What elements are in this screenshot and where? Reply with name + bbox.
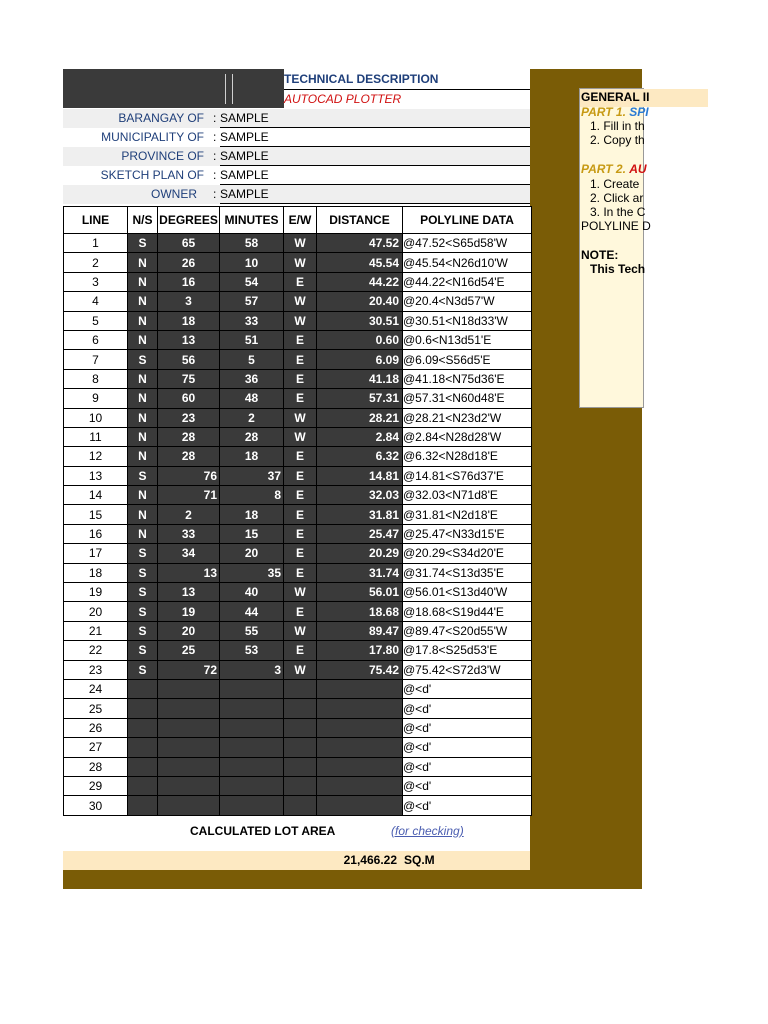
info-colon: : <box>213 130 217 144</box>
ns-cell[interactable]: S <box>128 641 158 660</box>
table-row <box>64 757 532 776</box>
ns-cell[interactable] <box>128 776 158 795</box>
polyline-cell: @17.8<S25d53'E <box>403 641 532 660</box>
ns-cell[interactable]: N <box>128 408 158 427</box>
instructions-panel <box>579 88 651 408</box>
degrees-cell[interactable]: 28 <box>158 427 220 446</box>
distance-cell[interactable]: 56.01 <box>317 583 403 602</box>
distance-cell[interactable]: 18.68 <box>317 602 403 621</box>
col-header-ew: E/W <box>284 207 317 234</box>
minutes-cell[interactable] <box>220 776 284 795</box>
degrees-cell[interactable] <box>158 679 220 698</box>
ns-cell[interactable]: N <box>128 330 158 349</box>
minutes-cell[interactable] <box>220 679 284 698</box>
lot-area-value: 21,466.22 <box>343 853 397 867</box>
ns-cell[interactable] <box>128 699 158 718</box>
line-cell: 24 <box>64 679 128 698</box>
info-colon: : <box>213 111 217 125</box>
table-row <box>64 234 532 253</box>
ew-cell[interactable]: E <box>284 350 317 369</box>
degrees-cell[interactable]: 13 <box>158 583 220 602</box>
minutes-cell[interactable] <box>220 796 284 815</box>
col-header-degrees: DEGREES <box>158 207 220 234</box>
ns-cell[interactable]: S <box>128 234 158 253</box>
ew-cell[interactable] <box>284 796 317 815</box>
line-cell: 19 <box>64 583 128 602</box>
degrees-cell[interactable]: 2 <box>158 505 220 524</box>
minutes-cell[interactable]: 57 <box>220 292 284 311</box>
distance-cell[interactable]: 57.31 <box>317 389 403 408</box>
distance-cell[interactable] <box>317 776 403 795</box>
col-header-polyline: POLYLINE DATA <box>403 207 532 234</box>
line-cell: 7 <box>64 350 128 369</box>
ew-cell[interactable]: W <box>284 427 317 446</box>
calc-label: CALCULATED LOT AREA <box>190 824 336 838</box>
area-row <box>63 851 530 870</box>
ew-cell[interactable]: E <box>284 524 317 543</box>
polyline-cell: @45.54<N26d10'W <box>403 253 532 272</box>
degrees-cell[interactable]: 71 <box>158 486 220 505</box>
col-header-minutes: MINUTES <box>220 207 284 234</box>
minutes-cell[interactable]: 58 <box>220 234 284 253</box>
table-row <box>64 796 532 815</box>
ns-cell[interactable]: S <box>128 466 158 485</box>
line-cell: 10 <box>64 408 128 427</box>
line-cell: 18 <box>64 563 128 582</box>
minutes-cell[interactable]: 10 <box>220 253 284 272</box>
sketch-plan-value[interactable]: SAMPLE <box>220 166 530 185</box>
polyline-cell: @32.03<N71d8'E <box>403 486 532 505</box>
info-row-owner <box>63 185 530 204</box>
line-cell: 12 <box>64 447 128 466</box>
minutes-cell[interactable]: 36 <box>220 369 284 388</box>
minutes-cell[interactable]: 33 <box>220 311 284 330</box>
ew-cell[interactable]: W <box>284 583 317 602</box>
info-label: OWNER <box>151 187 197 201</box>
minutes-cell[interactable]: 28 <box>220 427 284 446</box>
table-row <box>64 524 532 543</box>
panel-note-label: NOTE: <box>581 248 619 262</box>
line-cell: 1 <box>64 234 128 253</box>
distance-cell[interactable]: 20.29 <box>317 544 403 563</box>
ns-cell[interactable]: S <box>128 583 158 602</box>
distance-cell[interactable]: 17.80 <box>317 641 403 660</box>
province-value[interactable]: SAMPLE <box>220 147 530 166</box>
minutes-cell[interactable] <box>220 699 284 718</box>
minutes-cell[interactable]: 35 <box>220 563 284 582</box>
line-cell: 30 <box>64 796 128 815</box>
ew-cell[interactable]: W <box>284 234 317 253</box>
minutes-cell[interactable]: 8 <box>220 486 284 505</box>
municipality-value[interactable]: SAMPLE <box>220 128 530 147</box>
degrees-cell[interactable] <box>158 776 220 795</box>
info-colon: : <box>213 187 217 201</box>
degrees-cell[interactable]: 3 <box>158 292 220 311</box>
ew-cell[interactable] <box>284 738 317 757</box>
distance-cell[interactable] <box>317 796 403 815</box>
polyline-cell: @75.42<S72d3'W <box>403 660 532 679</box>
panel-step: 1. Create <box>590 177 640 191</box>
ew-cell[interactable]: W <box>284 660 317 679</box>
ns-cell[interactable]: N <box>128 311 158 330</box>
line-cell: 14 <box>64 486 128 505</box>
ns-cell[interactable]: N <box>128 427 158 446</box>
ns-cell[interactable]: S <box>128 544 158 563</box>
ew-cell[interactable] <box>284 757 317 776</box>
panel-part2 <box>581 162 647 176</box>
polyline-cell: @31.81<N2d18'E <box>403 505 532 524</box>
line-cell: 28 <box>64 757 128 776</box>
line-cell: 3 <box>64 272 128 291</box>
panel-part1 <box>581 105 649 119</box>
degrees-cell[interactable]: 33 <box>158 524 220 543</box>
distance-cell[interactable]: 6.09 <box>317 350 403 369</box>
ew-cell[interactable]: E <box>284 505 317 524</box>
minutes-cell[interactable] <box>220 757 284 776</box>
minutes-cell[interactable] <box>220 718 284 737</box>
distance-cell[interactable]: 30.51 <box>317 311 403 330</box>
degrees-cell[interactable]: 28 <box>158 447 220 466</box>
distance-cell[interactable] <box>317 699 403 718</box>
col-header-ns: N/S <box>128 207 158 234</box>
minutes-cell[interactable] <box>220 738 284 757</box>
polyline-cell: @89.47<S20d55'W <box>403 621 532 640</box>
line-cell: 5 <box>64 311 128 330</box>
ns-cell[interactable]: S <box>128 350 158 369</box>
distance-cell[interactable]: 31.74 <box>317 563 403 582</box>
ew-cell[interactable]: E <box>284 447 317 466</box>
degrees-cell[interactable]: 26 <box>158 253 220 272</box>
ns-cell[interactable] <box>128 796 158 815</box>
panel-step: 1. Fill in th <box>590 119 645 133</box>
line-cell: 25 <box>64 699 128 718</box>
polyline-cell: @<d' <box>403 738 532 757</box>
panel-step: 2. Click ar <box>590 191 644 205</box>
table-row <box>64 505 532 524</box>
line-cell: 6 <box>64 330 128 349</box>
header-dark-block <box>63 69 284 108</box>
table-row <box>64 292 532 311</box>
distance-cell[interactable] <box>317 757 403 776</box>
table-row <box>64 427 532 446</box>
ew-cell[interactable] <box>284 699 317 718</box>
distance-cell[interactable]: 44.22 <box>317 272 403 291</box>
degrees-cell[interactable]: 72 <box>158 660 220 679</box>
table-row <box>64 641 532 660</box>
panel-step: 2. Copy th <box>590 133 645 147</box>
degrees-cell[interactable]: 60 <box>158 389 220 408</box>
ns-cell[interactable] <box>128 738 158 757</box>
minutes-cell[interactable]: 55 <box>220 621 284 640</box>
ns-cell[interactable]: S <box>128 621 158 640</box>
degrees-cell[interactable]: 19 <box>158 602 220 621</box>
polyline-cell: @30.51<N18d33'W <box>403 311 532 330</box>
polyline-cell: @41.18<N75d36'E <box>403 369 532 388</box>
degrees-cell[interactable] <box>158 757 220 776</box>
degrees-cell[interactable]: 13 <box>158 563 220 582</box>
ns-cell[interactable] <box>128 757 158 776</box>
lot-area-unit: SQ.M <box>404 853 435 867</box>
ew-cell[interactable]: E <box>284 602 317 621</box>
degrees-cell[interactable]: 65 <box>158 234 220 253</box>
polyline-cell: @20.29<S34d20'E <box>403 544 532 563</box>
polyline-cell: @47.52<S65d58'W <box>403 234 532 253</box>
line-cell: 17 <box>64 544 128 563</box>
distance-cell[interactable]: 45.54 <box>317 253 403 272</box>
ns-cell[interactable]: N <box>128 292 158 311</box>
table-row <box>64 738 532 757</box>
distance-cell[interactable]: 20.40 <box>317 292 403 311</box>
distance-cell[interactable]: 47.52 <box>317 234 403 253</box>
polyline-cell: @<d' <box>403 757 532 776</box>
panel-polyline: POLYLINE D <box>581 219 651 233</box>
info-row-barangay <box>63 109 530 128</box>
table-row <box>64 544 532 563</box>
info-label: BARANGAY OF <box>118 111 204 125</box>
col-header-distance: DISTANCE <box>317 207 403 234</box>
line-cell: 21 <box>64 621 128 640</box>
part1-title: SPI <box>629 105 649 119</box>
polyline-cell: @6.32<N28d18'E <box>403 447 532 466</box>
info-row-sketch-plan <box>63 166 530 185</box>
brown-band-bottom <box>63 870 642 889</box>
line-cell: 8 <box>64 369 128 388</box>
table-row <box>64 311 532 330</box>
technical-description-table <box>63 206 532 816</box>
polyline-cell: @<d' <box>403 679 532 698</box>
panel-heading: GENERAL II <box>581 90 650 104</box>
polyline-cell: @25.47<N33d15'E <box>403 524 532 543</box>
degrees-cell[interactable]: 56 <box>158 350 220 369</box>
info-row-municipality <box>63 128 530 147</box>
for-checking-link[interactable]: (for checking) <box>391 824 464 838</box>
polyline-cell: @18.68<S19d44'E <box>403 602 532 621</box>
line-cell: 29 <box>64 776 128 795</box>
polyline-cell: @2.84<N28d28'W <box>403 427 532 446</box>
degrees-cell[interactable]: 75 <box>158 369 220 388</box>
degrees-cell[interactable]: 25 <box>158 641 220 660</box>
col-header-line: LINE <box>64 207 128 234</box>
distance-cell[interactable]: 6.32 <box>317 447 403 466</box>
table-row <box>64 679 532 698</box>
degrees-cell[interactable] <box>158 738 220 757</box>
page-subtitle: AUTOCAD PLOTTER <box>284 90 530 108</box>
ew-cell[interactable]: E <box>284 272 317 291</box>
polyline-cell: @31.74<S13d35'E <box>403 563 532 582</box>
distance-cell[interactable]: 31.81 <box>317 505 403 524</box>
ns-cell[interactable]: S <box>128 660 158 679</box>
degrees-cell[interactable]: 13 <box>158 330 220 349</box>
degrees-cell[interactable]: 16 <box>158 272 220 291</box>
ns-cell[interactable]: N <box>128 524 158 543</box>
minutes-cell[interactable]: 48 <box>220 389 284 408</box>
table-row <box>64 253 532 272</box>
panel-note-text: This Tech <box>590 262 646 276</box>
barangay-value[interactable]: SAMPLE <box>220 109 530 128</box>
ew-cell[interactable] <box>284 718 317 737</box>
line-cell: 2 <box>64 253 128 272</box>
polyline-cell: @14.81<S76d37'E <box>403 466 532 485</box>
line-cell: 4 <box>64 292 128 311</box>
table-row <box>64 389 532 408</box>
distance-cell[interactable]: 2.84 <box>317 427 403 446</box>
table-row <box>64 408 532 427</box>
minutes-cell[interactable]: 2 <box>220 408 284 427</box>
info-label: SKETCH PLAN OF <box>100 168 204 182</box>
ew-cell[interactable]: E <box>284 369 317 388</box>
polyline-cell: @20.4<N3d57'W <box>403 292 532 311</box>
distance-cell[interactable] <box>317 718 403 737</box>
table-row <box>64 466 532 485</box>
ew-cell[interactable]: E <box>284 330 317 349</box>
degrees-cell[interactable] <box>158 718 220 737</box>
degrees-cell[interactable] <box>158 699 220 718</box>
ew-cell[interactable]: E <box>284 486 317 505</box>
ns-cell[interactable] <box>128 679 158 698</box>
ns-cell[interactable]: N <box>128 505 158 524</box>
ns-cell[interactable]: N <box>128 253 158 272</box>
minutes-cell[interactable]: 18 <box>220 505 284 524</box>
table-row <box>64 776 532 795</box>
ew-cell[interactable]: W <box>284 292 317 311</box>
table-header-row <box>64 207 532 234</box>
line-cell: 23 <box>64 660 128 679</box>
ew-cell[interactable]: E <box>284 466 317 485</box>
distance-cell[interactable]: 32.03 <box>317 486 403 505</box>
distance-cell[interactable]: 75.42 <box>317 660 403 679</box>
degrees-cell[interactable]: 76 <box>158 466 220 485</box>
table-row <box>64 330 532 349</box>
info-label: MUNICIPALITY OF <box>101 130 204 144</box>
line-cell: 13 <box>64 466 128 485</box>
minutes-cell[interactable]: 44 <box>220 602 284 621</box>
minutes-cell[interactable]: 18 <box>220 447 284 466</box>
polyline-cell: @0.6<N13d51'E <box>403 330 532 349</box>
line-cell: 11 <box>64 427 128 446</box>
polyline-cell: @6.09<S56d5'E <box>403 350 532 369</box>
line-cell: 15 <box>64 505 128 524</box>
table-row <box>64 602 532 621</box>
ns-cell[interactable]: N <box>128 389 158 408</box>
owner-value[interactable]: SAMPLE <box>220 185 530 204</box>
ns-cell[interactable]: N <box>128 486 158 505</box>
table-row <box>64 563 532 582</box>
polyline-cell: @<d' <box>403 776 532 795</box>
ns-cell[interactable]: N <box>128 447 158 466</box>
line-cell: 9 <box>64 389 128 408</box>
degrees-cell[interactable]: 20 <box>158 621 220 640</box>
ew-cell[interactable]: E <box>284 641 317 660</box>
table-row <box>64 369 532 388</box>
info-label: PROVINCE OF <box>121 149 204 163</box>
minutes-cell[interactable]: 54 <box>220 272 284 291</box>
minutes-cell[interactable]: 51 <box>220 330 284 349</box>
ew-cell[interactable]: W <box>284 253 317 272</box>
table-row <box>64 447 532 466</box>
ns-cell[interactable]: N <box>128 272 158 291</box>
polyline-cell: @44.22<N16d54'E <box>403 272 532 291</box>
minutes-cell[interactable]: 15 <box>220 524 284 543</box>
ew-cell[interactable]: W <box>284 408 317 427</box>
polyline-cell: @<d' <box>403 699 532 718</box>
line-cell: 20 <box>64 602 128 621</box>
distance-cell[interactable]: 89.47 <box>317 621 403 640</box>
table-row <box>64 699 532 718</box>
table-row <box>64 350 532 369</box>
ns-cell[interactable]: S <box>128 563 158 582</box>
line-cell: 26 <box>64 718 128 737</box>
line-cell: 16 <box>64 524 128 543</box>
info-colon: : <box>213 168 217 182</box>
part1-prefix: PART 1. <box>581 105 626 119</box>
degrees-cell[interactable]: 34 <box>158 544 220 563</box>
degrees-cell[interactable]: 23 <box>158 408 220 427</box>
table-row <box>64 621 532 640</box>
minutes-cell[interactable]: 53 <box>220 641 284 660</box>
ew-cell[interactable]: E <box>284 563 317 582</box>
ns-cell[interactable] <box>128 718 158 737</box>
table-row <box>64 272 532 291</box>
table-row <box>64 660 532 679</box>
table-row <box>64 718 532 737</box>
distance-cell[interactable]: 0.60 <box>317 330 403 349</box>
calc-row <box>63 820 530 842</box>
minutes-cell[interactable]: 5 <box>220 350 284 369</box>
page-title: TECHNICAL DESCRIPTION <box>284 70 530 90</box>
ew-cell[interactable]: E <box>284 389 317 408</box>
ew-cell[interactable]: E <box>284 544 317 563</box>
minutes-cell[interactable]: 40 <box>220 583 284 602</box>
panel-step: 3. In the C <box>590 205 646 219</box>
distance-cell[interactable] <box>317 679 403 698</box>
ns-cell[interactable]: N <box>128 369 158 388</box>
ew-cell[interactable] <box>284 679 317 698</box>
distance-cell[interactable]: 28.21 <box>317 408 403 427</box>
distance-cell[interactable]: 41.18 <box>317 369 403 388</box>
degrees-cell[interactable] <box>158 796 220 815</box>
distance-cell[interactable] <box>317 738 403 757</box>
part2-prefix: PART 2. <box>581 162 626 176</box>
minutes-cell[interactable]: 20 <box>220 544 284 563</box>
minutes-cell[interactable]: 3 <box>220 660 284 679</box>
header-marks <box>225 74 233 104</box>
ew-cell[interactable]: W <box>284 311 317 330</box>
distance-cell[interactable]: 14.81 <box>317 466 403 485</box>
info-colon: : <box>213 149 217 163</box>
polyline-cell: @<d' <box>403 718 532 737</box>
minutes-cell[interactable]: 37 <box>220 466 284 485</box>
part2-title: AU <box>629 162 647 176</box>
line-cell: 27 <box>64 738 128 757</box>
polyline-cell: @56.01<S13d40'W <box>403 583 532 602</box>
line-cell: 22 <box>64 641 128 660</box>
table-row <box>64 583 532 602</box>
ew-cell[interactable]: W <box>284 621 317 640</box>
ew-cell[interactable] <box>284 776 317 795</box>
polyline-cell: @28.21<N23d2'W <box>403 408 532 427</box>
table-row <box>64 486 532 505</box>
info-row-province <box>63 147 530 166</box>
ns-cell[interactable]: S <box>128 602 158 621</box>
degrees-cell[interactable]: 18 <box>158 311 220 330</box>
polyline-cell: @<d' <box>403 796 532 815</box>
polyline-cell: @57.31<N60d48'E <box>403 389 532 408</box>
distance-cell[interactable]: 25.47 <box>317 524 403 543</box>
